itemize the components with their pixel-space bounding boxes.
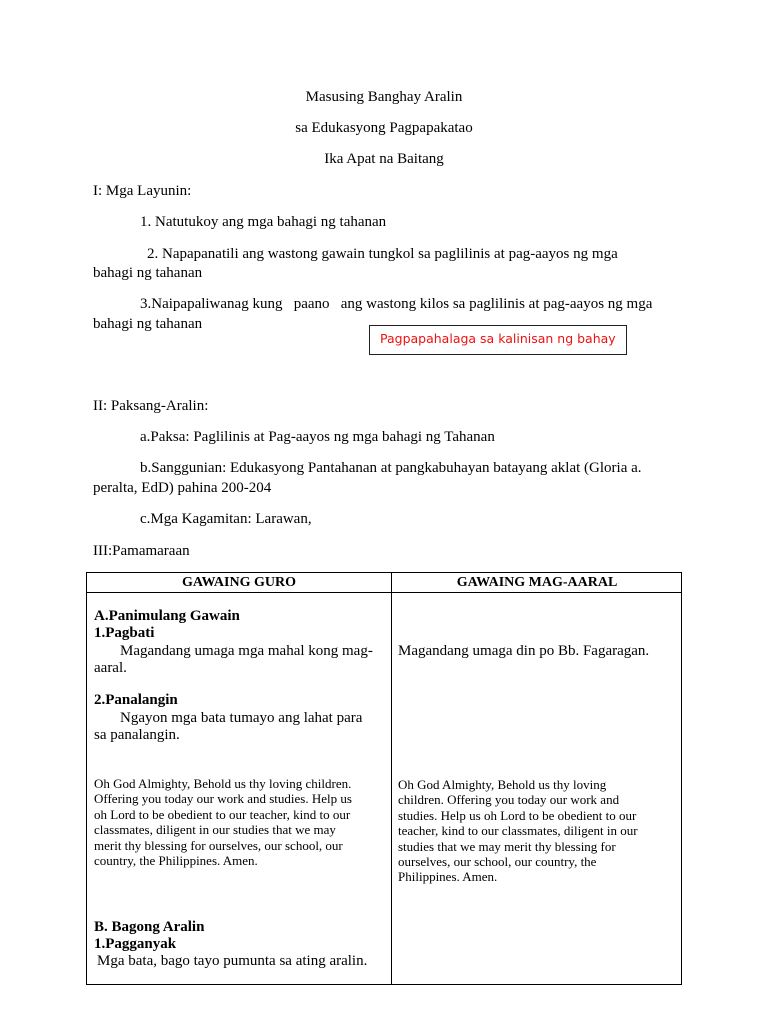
objectives-heading: I: Mga Layunin:: [93, 183, 192, 199]
value-callout-box: [369, 325, 627, 355]
table-header-divider: [87, 592, 681, 593]
teacher-prayer-line: country, the Philippines. Amen.: [94, 853, 258, 869]
teacher-greeting-line1: Magandang umaga mga mahal kong mag-: [120, 643, 373, 659]
teacher-motivation-line1: Mga bata, bago tayo pumunta sa ating aralin.: [97, 953, 368, 969]
teacher-prayer-line: Offering you today our work and studies. Help us: [94, 791, 352, 807]
grade-level: Ika Apat na Baitang: [324, 151, 444, 167]
subject-topic: a.Paksa: Paglilinis at Pag-aayos ng mga bahagi ng Tahanan: [140, 429, 495, 445]
subject-reference-line2: peralta, EdD) pahina 200-204: [93, 480, 272, 496]
procedure-heading: III:Pamamaraan: [93, 543, 190, 559]
doc-subtitle: sa Edukasyong Pagpapakatao: [295, 120, 473, 136]
teacher-prayer-text: [94, 776, 352, 868]
student-prayer-line: Oh God Almighty, Behold us thy loving: [398, 777, 607, 792]
teacher-greeting-line2: aaral.: [94, 660, 127, 676]
student-prayer-text: [398, 777, 638, 885]
objective-1: 1. Natutukoy ang mga bahagi ng tahanan: [140, 214, 387, 230]
value-callout-text: Pagpapahalaga sa kalinisan ng bahay: [380, 331, 616, 346]
motivation-label: 1.Pagganyak: [94, 936, 177, 952]
teacher-prayer-line: classmates, diligent in our studies that we may: [94, 822, 336, 838]
greeting-label: 1.Pagbati: [94, 625, 155, 641]
objective-3-line1: 3.Naipapaliwanag kung paano ang wastong kilos sa paglilinis at pag-aayos ng mga: [140, 296, 653, 312]
column-header-student: GAWAING MAG-AARAL: [456, 575, 618, 590]
subject-matter-heading: II: Paksang-Aralin:: [93, 398, 209, 414]
student-prayer-line: studies that we may merit thy blessing for: [398, 838, 616, 854]
subject-materials: c.Mga Kagamitan: Larawan,: [140, 511, 312, 527]
student-greeting: Magandang umaga din po Bb. Fagaragan.: [398, 643, 650, 659]
teacher-prayer-line: oh Lord to be obedient to our teacher, kind to our: [94, 806, 351, 822]
doc-title: Masusing Banghay Aralin: [305, 89, 463, 105]
objective-3-line2: bahagi ng tahanan: [93, 316, 203, 332]
section-a-heading: A.Panimulang Gawain: [94, 608, 240, 624]
procedure-table: [86, 572, 682, 985]
student-prayer-line: children. Offering you today our work and: [398, 792, 620, 808]
table-column-divider: [391, 573, 392, 984]
teacher-prayer-instruction-line1: Ngayon mga bata tumayo ang lahat para: [120, 710, 363, 726]
teacher-prayer-line: Oh God Almighty, Behold us thy loving children.: [94, 776, 352, 791]
objective-2-line2: bahagi ng tahanan: [93, 265, 203, 281]
teacher-prayer-line: merit thy blessing for ourselves, our school, our: [94, 837, 343, 853]
student-prayer-line: teacher, kind to our classmates, diligent in our: [398, 823, 638, 839]
subject-reference-line1: b.Sanggunian: Edukasyong Pantahanan at pangkabuhayan batayang aklat (Gloria a.: [140, 460, 642, 476]
student-prayer-line: Philippines. Amen.: [398, 869, 498, 885]
teacher-prayer-instruction-line2: sa panalangin.: [94, 727, 180, 743]
student-prayer-line: ourselves, our school, our country, the: [398, 854, 597, 870]
objective-2-line1: 2. Napapanatili ang wastong gawain tungkol sa paglilinis at pag-aayos ng mga: [147, 246, 618, 262]
column-header-teacher: GAWAING GURO: [182, 575, 296, 590]
section-b-heading: B. Bagong Aralin: [94, 919, 205, 935]
prayer-label: 2.Panalangin: [94, 692, 178, 708]
student-prayer-line: studies. Help us oh Lord to be obedient to our: [398, 807, 637, 823]
